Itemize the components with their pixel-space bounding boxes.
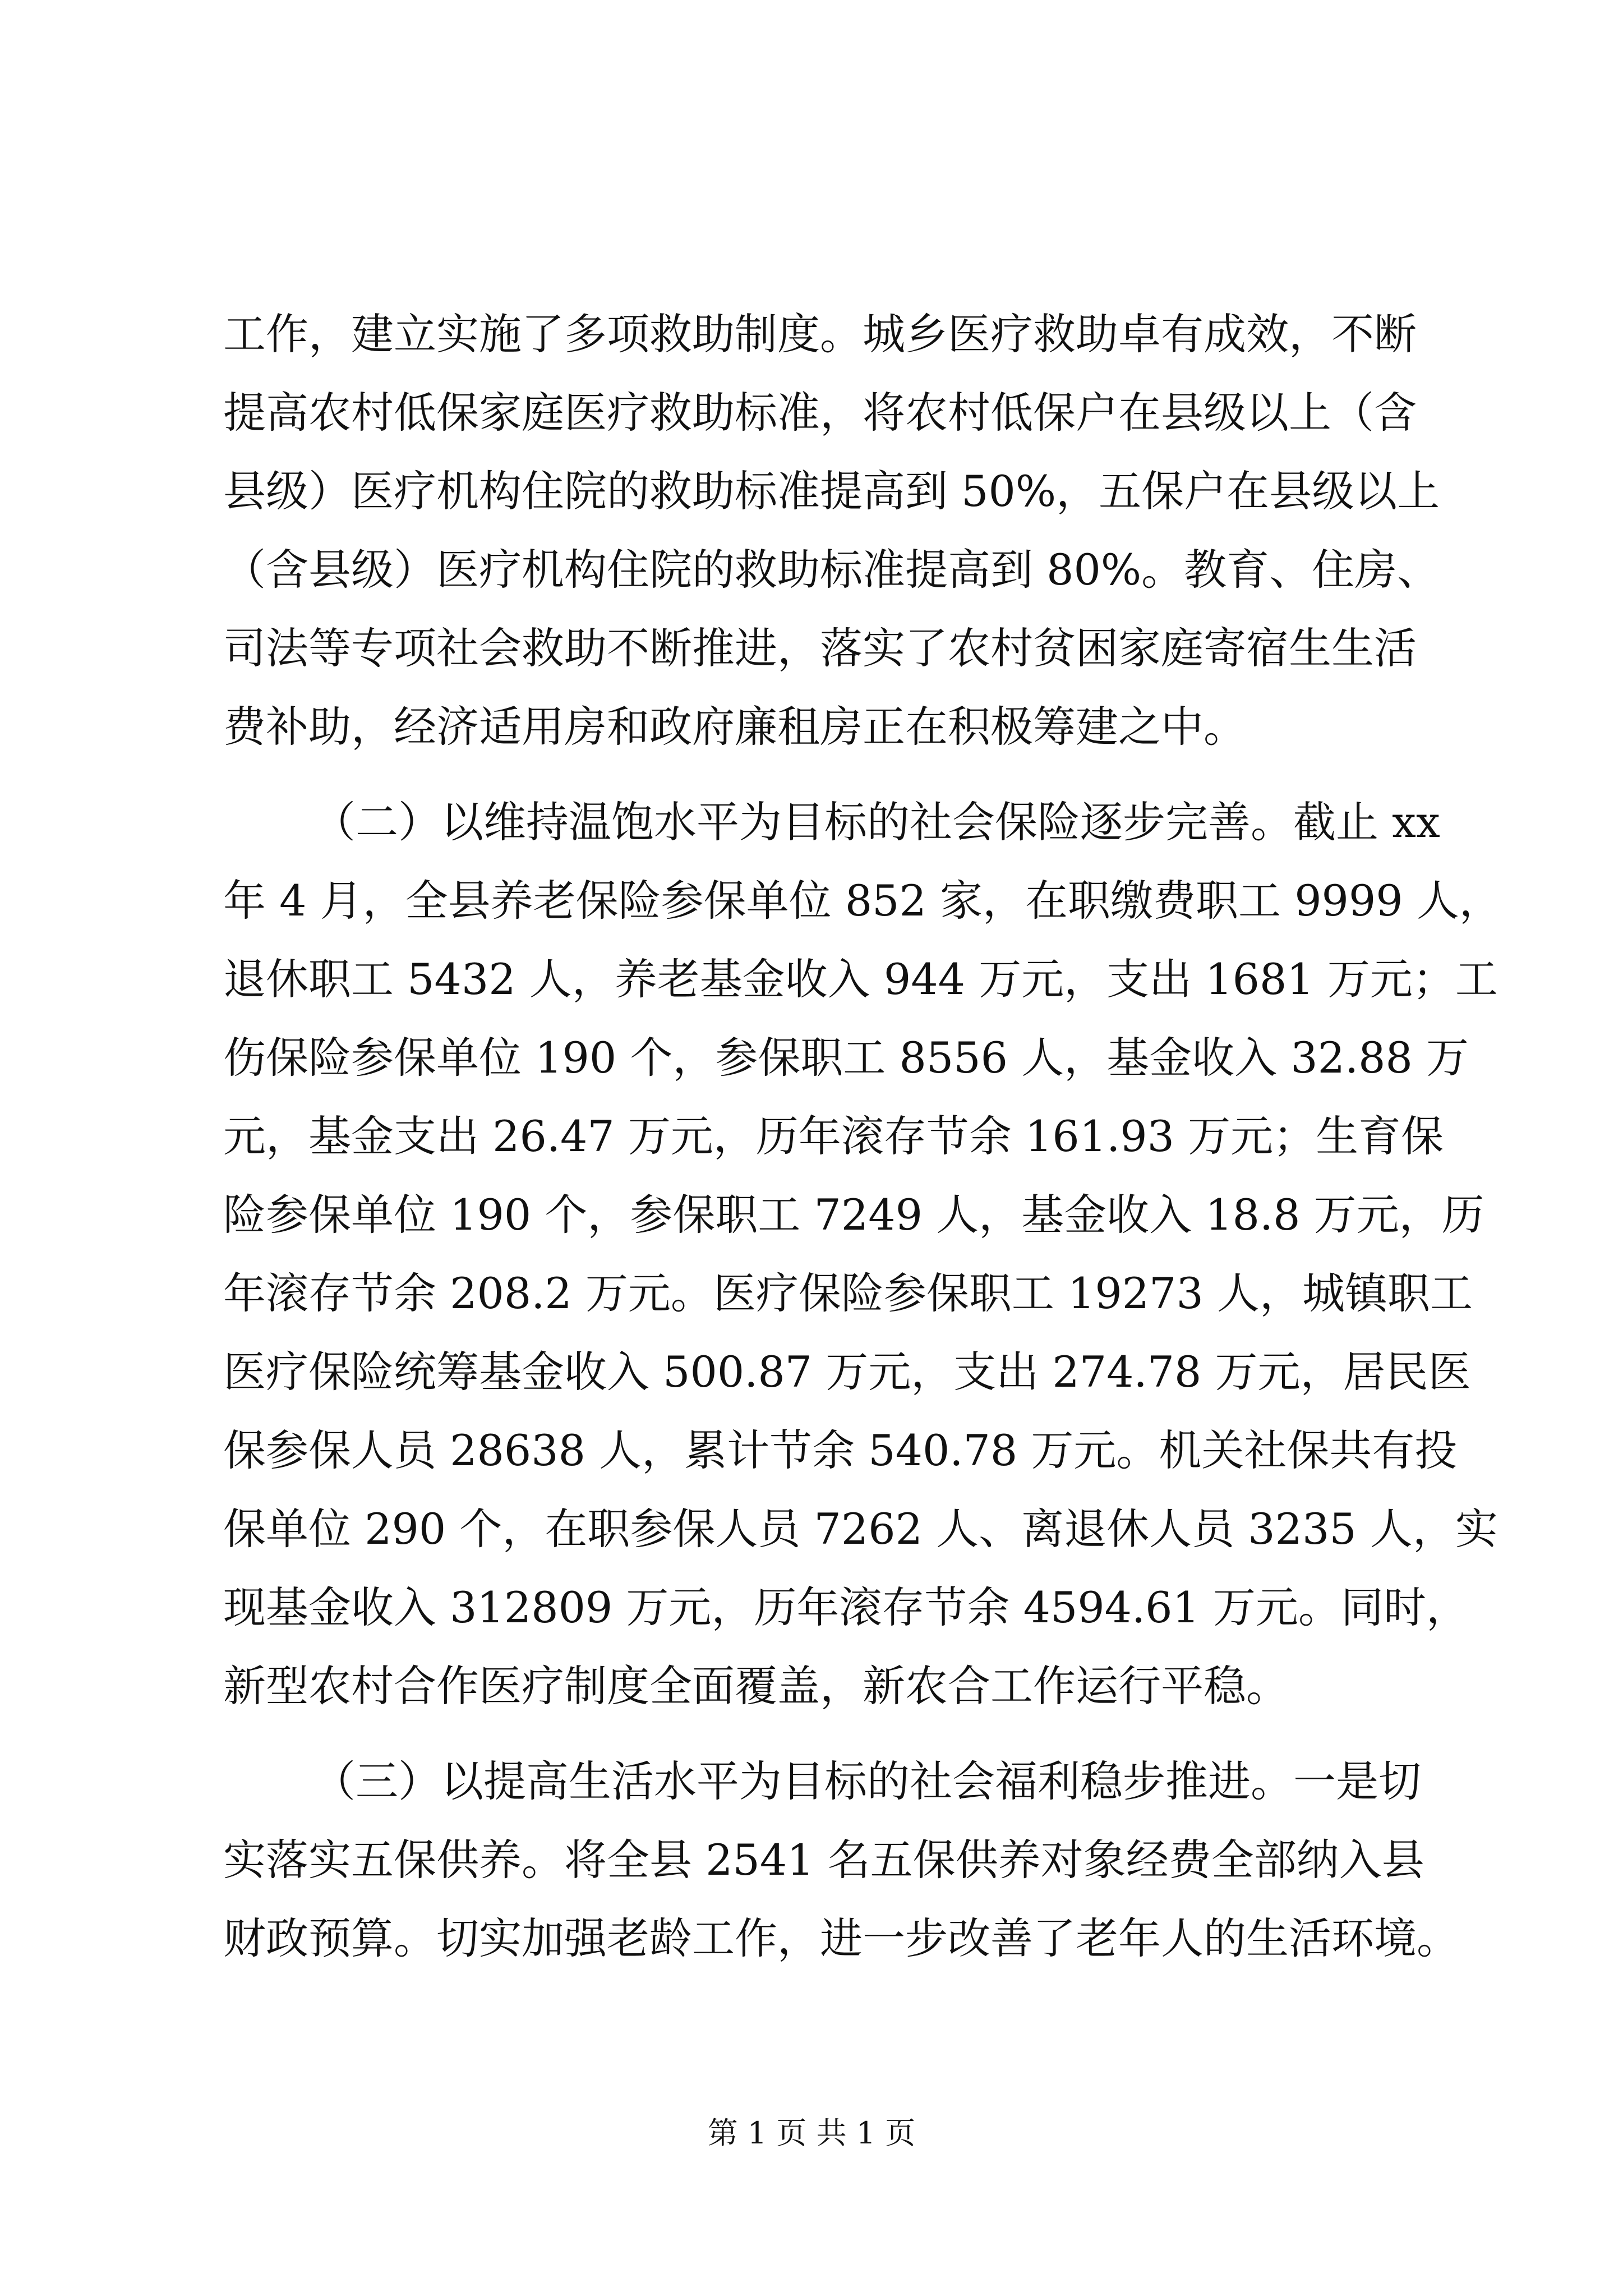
paragraph-line: 保单位 290 个，在职参保人员 7262 人、离退休人员 3235 人，实 <box>223 1504 1498 1554</box>
paragraph-line: 医疗保险统筹基金收入 500.87 万元，支出 274.78 万元，居民医 <box>223 1347 1471 1397</box>
paragraph-line: 年滚存节余 208.2 万元。医疗保险参保职工 19273 人，城镇职工 <box>223 1268 1473 1318</box>
paragraph-line: 新型农村合作医疗制度全面覆盖，新农合工作运行平稳。 <box>223 1661 1289 1711</box>
paragraph-line: 提高农村低保家庭医疗救助标准，将农村低保户在县级以上（含 <box>223 388 1417 438</box>
paragraph-line: （二）以维持温饱水平为目标的社会保险逐步完善。截止 xx <box>313 797 1440 847</box>
paragraph-line: 县级）医疗机构住院的救助标准提高到 50%，五保户在县级以上 <box>223 466 1440 516</box>
page-footer: 第 1 页 共 1 页 <box>707 2115 916 2151</box>
paragraph-line: 工作，建立实施了多项救助制度。城乡医疗救助卓有成效，不断 <box>223 309 1417 359</box>
paragraph-line: 司法等专项社会救助不断推进，落实了农村贫困家庭寄宿生生活 <box>223 623 1417 673</box>
paragraph-line: 现基金收入 312809 万元，历年滚存节余 4594.61 万元。同时， <box>223 1582 1469 1632</box>
paragraph-line: 实落实五保供养。将全县 2541 名五保供养对象经费全部纳入县 <box>223 1835 1424 1885</box>
paragraph-line: 财政预算。切实加强老龄工作，进一步改善了老年人的生活环境。 <box>223 1913 1459 1963</box>
paragraph-line: 险参保单位 190 个，参保职工 7249 人，基金收入 18.8 万元，历 <box>223 1190 1484 1240</box>
paragraph-line: 年 4 月，全县养老保险参保单位 852 家，在职缴费职工 9999 人， <box>223 876 1502 926</box>
paragraph-line: 元，基金支出 26.47 万元，历年滚存节余 161.93 万元；生育保 <box>223 1111 1444 1161</box>
paragraph-line: 保参保人员 28638 人，累计节余 540.78 万元。机关社保共有投 <box>223 1425 1458 1475</box>
paragraph-line: （三）以提高生活水平为目标的社会福利稳步推进。一是切 <box>313 1756 1421 1806</box>
paragraph-line: 费补助，经济适用房和政府廉租房正在积极筹建之中。 <box>223 702 1246 752</box>
paragraph-line: 伤保险参保单位 190 个，参保职工 8556 人，基金收入 32.88 万 <box>223 1033 1469 1083</box>
paragraph-line: （含县级）医疗机构住院的救助标准提高到 80%。教育、住房、 <box>223 545 1440 595</box>
paragraph-line: 退休职工 5432 人，养老基金收入 944 万元，支出 1681 万元；工 <box>223 954 1498 1004</box>
